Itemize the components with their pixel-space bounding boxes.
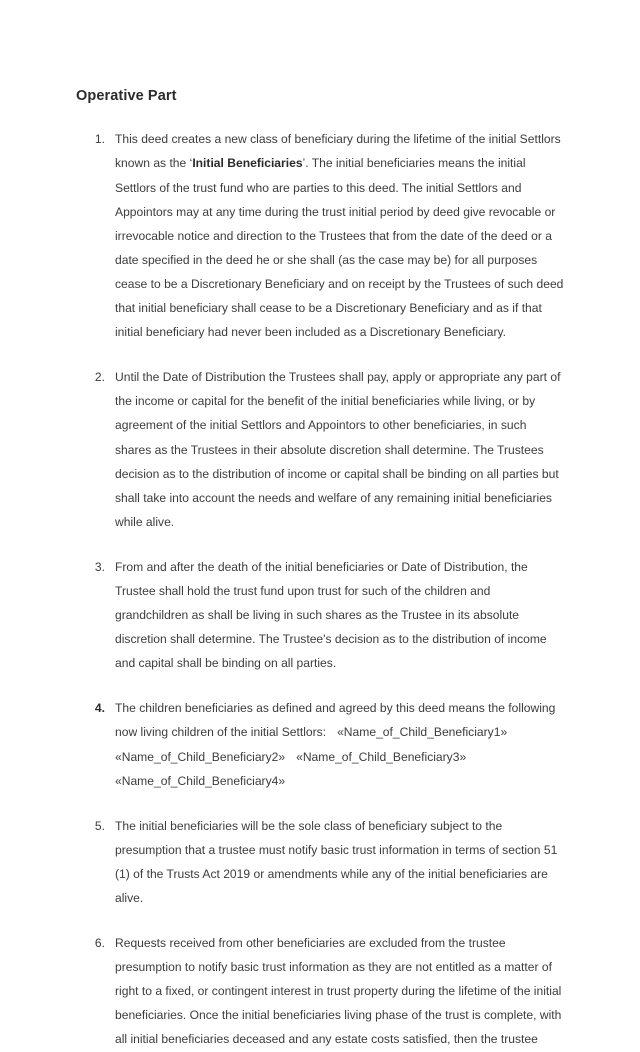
merge-field-child-beneficiary-4: «Name_of_Child_Beneficiary4» <box>115 773 286 788</box>
clause-item-3 <box>76 555 566 675</box>
clause-item-1 <box>76 127 566 344</box>
clause-item-2 <box>76 365 566 534</box>
merge-field-child-beneficiary-1: «Name_of_Child_Beneficiary1» <box>337 725 508 740</box>
clause-text: The initial beneficiaries will be the sole class of beneficiary subject to the presumption that a trustee must notify basic trust information in terms of section 51 (1) of the Trusts Act 2019 or amendments while any of the initial beneficiaries are alive. <box>115 818 558 906</box>
clause-text-before-bold: This deed creates a new class of beneficiary during the lifetime of the initial Settlors known as the ‘ <box>115 132 561 171</box>
clause-item-4 <box>76 696 566 792</box>
clause-number: 4. <box>94 701 105 716</box>
clause-number: 5. <box>94 818 105 833</box>
clause-lead-text: The children beneficiaries as defined and agreed by this deed means the following now living children of the initial Settlors: <box>115 701 556 740</box>
clause-text: Requests received from other beneficiaries are excluded from the trustee presumption to notify basic trust information as they are not entitled as a matter of right to a fixed, or contingent interest in trust property during the lifetime of the initial beneficiaries. Once the initial beneficiaries living phase of the trust is complete, with all initial beneficiaries deceased and any estate costs satisfied, then the trustee <box>115 936 562 1047</box>
merge-field-child-beneficiary-3: «Name_of_Child_Beneficiary3» <box>296 749 467 764</box>
clause-item-5 <box>76 814 566 910</box>
page-title: Operative Part <box>76 88 177 104</box>
merge-field-child-beneficiary-2: «Name_of_Child_Beneficiary2» <box>115 749 286 764</box>
clause-number: 6. <box>94 936 105 951</box>
clause-list <box>76 127 566 1051</box>
defined-term-initial-beneficiaries: Initial Beneficiaries <box>192 156 303 171</box>
clause-text: From and after the death of the initial beneficiaries or Date of Distribution, the Trustee shall hold the trust fund upon trust for such of the children and grandchildren as shall be living in such shares as the Trustee in its absolute discretion shall determine. The Trustee's decision as to the distribution of income and capital shall be binding on all parties. <box>115 559 547 671</box>
clause-number: 3. <box>94 559 105 574</box>
clause-text <box>115 127 566 344</box>
clause-text: Until the Date of Distribution the Trustees shall pay, apply or appropriate any part of the income or capital for the benefit of the initial beneficiaries while living, or by agreement of the initial Settlors and Appointors to other beneficiaries, in such shares as the Trustees in their absolute discretion shall determine. The Trustees decision as to the distribution of income or capital shall be binding on all parties but shall take into account the needs and welfare of any remaining initial beneficiaries while alive. <box>115 370 561 529</box>
clause-number: 2. <box>94 370 105 385</box>
clause-text <box>115 696 566 792</box>
clause-item-6 <box>76 931 566 1051</box>
clause-text-after-bold: ’. The initial beneficiaries means the initial Settlors of the trust fund who are parties to this deed. The initial Settlors and Appointors may at any time during the trust initial period by deed give revocable or irrevocable notice and direction to the Trustees that from the date of the deed or a date specified in the deed he or she shall (as the case may be) for all purposes cease to be a Discretionary Beneficiary and on receipt by the Trustees of such deed that initial beneficiary shall cease to be a Discretionary Beneficiary and as if that initial beneficiary had never been included as a Discretionary Beneficiary. <box>115 156 564 340</box>
clause-number: 1. <box>94 132 105 147</box>
